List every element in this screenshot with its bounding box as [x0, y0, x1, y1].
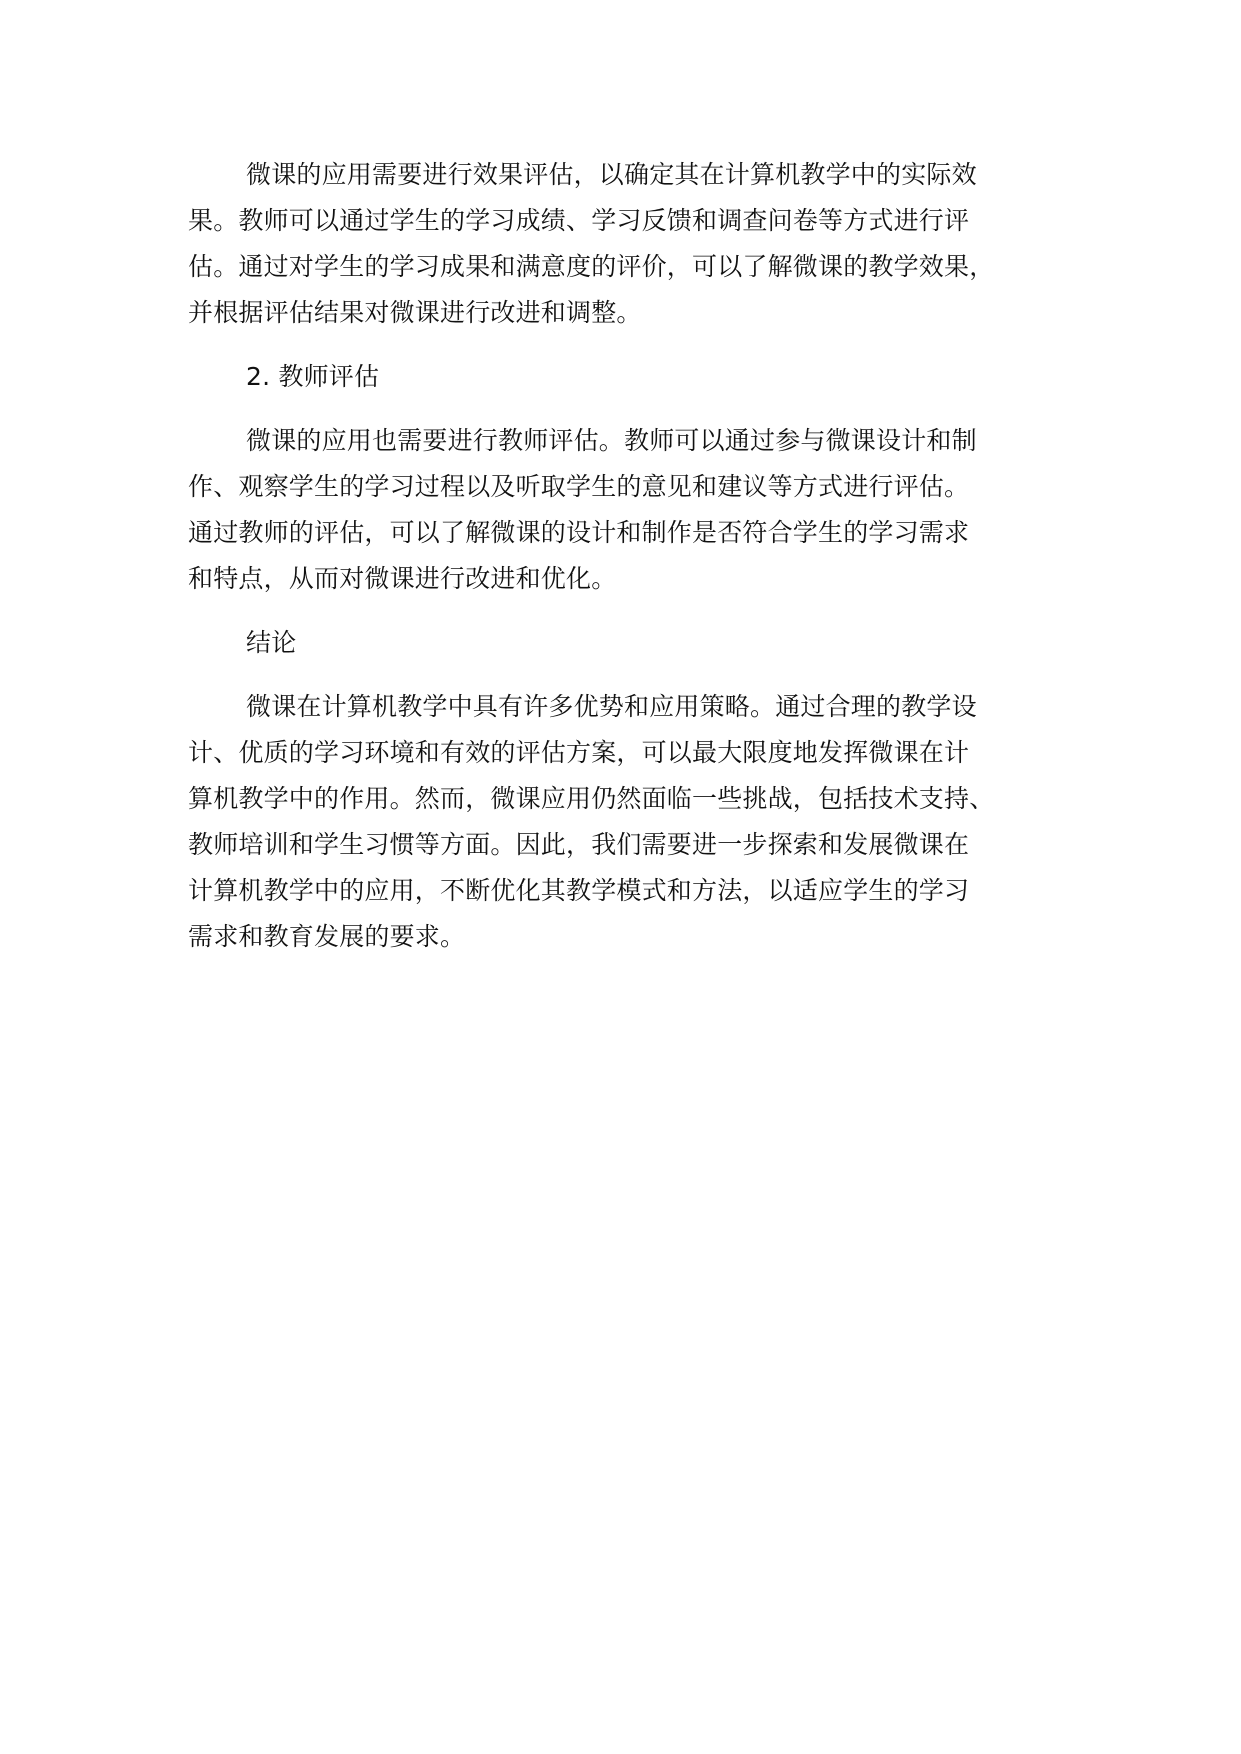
text-line: 作、观察学生的学习过程以及听取学生的意见和建议等方式进行评估。	[188, 472, 970, 501]
text-line: 计、优质的学习环境和有效的评估方案，可以最大限度地发挥微课在计	[188, 738, 970, 767]
heading-text: 结论	[246, 628, 297, 657]
text-line: 估。通过对学生的学习成果和满意度的评价，可以了解微课的教学效果，	[188, 252, 995, 281]
paragraph-spacer	[188, 666, 1088, 684]
paragraph-spacer	[188, 400, 1088, 418]
document-body	[188, 152, 1088, 960]
text-line: 需求和教育发展的要求。	[188, 922, 466, 951]
text-line: 果。教师可以通过学生的学习成绩、学习反馈和调查问卷等方式进行评	[188, 206, 970, 235]
text-line: 并根据评估结果对微课进行改进和调整。	[188, 298, 642, 327]
text-line: 教师培训和学生习惯等方面。因此，我们需要进一步探索和发展微课在	[188, 830, 970, 859]
text-line: 和特点，从而对微课进行改进和优化。	[188, 564, 617, 593]
text-line: 微课在计算机教学中具有许多优势和应用策略。通过合理的教学设	[246, 692, 977, 721]
text-line: 通过教师的评估，可以了解微课的设计和制作是否符合学生的学习需求	[188, 518, 970, 547]
paragraph-spacer	[188, 336, 1088, 354]
text-line: 微课的应用需要进行效果评估，以确定其在计算机教学中的实际效	[246, 160, 977, 189]
section-heading-teacher-evaluation	[188, 354, 1088, 400]
paragraph-teacher-evaluation	[188, 418, 1088, 602]
text-line: 算机教学中的作用。然而，微课应用仍然面临一些挑战，包括技术支持、	[188, 784, 995, 813]
section-heading-conclusion	[188, 620, 1088, 666]
paragraph-conclusion	[188, 684, 1088, 960]
paragraph-spacer	[188, 602, 1088, 620]
text-line: 微课的应用也需要进行教师评估。教师可以通过参与微课设计和制	[246, 426, 977, 455]
text-line: 计算机教学中的应用，不断优化其教学模式和方法，以适应学生的学习	[188, 876, 970, 905]
paragraph-effect-evaluation	[188, 152, 1088, 336]
heading-text: 2. 教师评估	[246, 362, 380, 391]
